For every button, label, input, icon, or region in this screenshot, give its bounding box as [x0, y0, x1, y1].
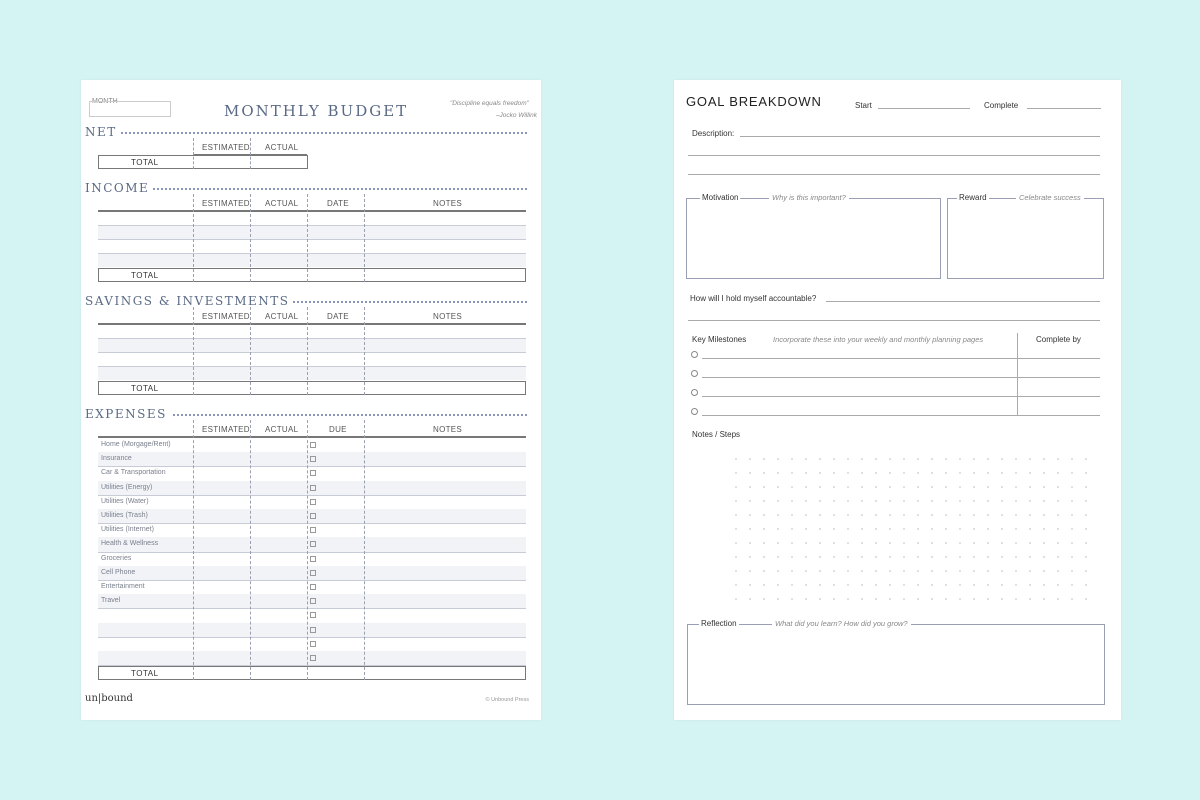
savings-row[interactable] — [98, 366, 526, 367]
expense-label: Utilities (Internet) — [101, 526, 154, 534]
due-checkbox[interactable] — [310, 485, 316, 491]
expense-label: Utilities (Water) — [101, 497, 149, 505]
expenses-col-divider — [364, 420, 365, 680]
copyright: © Unbound Press — [485, 697, 529, 703]
milestone-line[interactable] — [702, 396, 1100, 397]
income-col-notes: NOTES — [433, 199, 463, 208]
table-row[interactable] — [98, 580, 526, 581]
due-checkbox[interactable] — [310, 570, 316, 576]
income-header-line — [98, 210, 526, 212]
income-col-divider — [193, 194, 194, 282]
motivation-box[interactable] — [686, 198, 941, 279]
income-col-estimated: ESTIMATED — [202, 199, 250, 208]
milestone-checkbox[interactable] — [691, 351, 698, 358]
due-checkbox[interactable] — [310, 556, 316, 562]
income-col-date: DATE — [327, 199, 349, 208]
net-divider — [85, 132, 527, 134]
savings-col-estimated: ESTIMATED — [202, 312, 250, 321]
complete-label: Complete — [984, 101, 1019, 110]
savings-row-shade — [98, 366, 526, 380]
table-row[interactable] — [98, 466, 526, 467]
due-checkbox[interactable] — [310, 627, 316, 633]
complete-by-label: Complete by — [1036, 335, 1081, 344]
table-row[interactable] — [98, 552, 526, 553]
income-total-label: TOTAL — [131, 271, 159, 280]
income-title: INCOME — [85, 181, 153, 195]
net-col-estimated: ESTIMATED — [202, 143, 250, 152]
notes-label: Notes / Steps — [692, 430, 741, 439]
due-checkbox[interactable] — [310, 442, 316, 448]
milestones-column-divider — [1017, 333, 1018, 415]
milestone-checkbox[interactable] — [691, 408, 698, 415]
description-line[interactable] — [688, 155, 1100, 156]
income-row[interactable] — [98, 239, 526, 240]
due-checkbox[interactable] — [310, 612, 316, 618]
income-row[interactable] — [98, 225, 526, 226]
net-col-divider — [250, 138, 251, 169]
expenses-col-actual: ACTUAL — [265, 425, 299, 434]
reward-hint: Celebrate success — [1016, 193, 1084, 202]
savings-title: SAVINGS & INVESTMENTS — [85, 294, 293, 308]
due-checkbox[interactable] — [310, 470, 316, 476]
expense-label: Groceries — [101, 554, 132, 562]
due-checkbox[interactable] — [310, 584, 316, 590]
table-row[interactable] — [98, 637, 526, 638]
reflection-label: Reflection — [701, 619, 737, 628]
goal-title: GOAL BREAKDOWN — [686, 94, 822, 109]
income-row-shade — [98, 253, 526, 267]
net-col-divider — [193, 138, 194, 169]
table-row[interactable] — [98, 495, 526, 496]
savings-col-divider — [364, 307, 365, 395]
milestone-line[interactable] — [702, 415, 1100, 416]
expense-label: Entertainment — [101, 583, 145, 590]
expense-label: Utilities (Energy) — [101, 483, 153, 491]
savings-col-notes: NOTES — [433, 312, 463, 321]
savings-col-actual: ACTUAL — [265, 312, 299, 321]
expenses-col-estimated: ESTIMATED — [202, 425, 250, 434]
net-title: NET — [85, 125, 121, 139]
due-checkbox[interactable] — [310, 641, 316, 647]
milestone-checkbox[interactable] — [691, 370, 698, 377]
income-col-divider — [364, 194, 365, 282]
savings-header-line — [98, 323, 526, 325]
income-total-row[interactable] — [98, 268, 526, 282]
savings-row[interactable] — [98, 338, 526, 339]
expenses-total-row[interactable] — [98, 666, 526, 680]
due-checkbox[interactable] — [310, 513, 316, 519]
milestone-checkbox[interactable] — [691, 389, 698, 396]
savings-col-divider — [307, 307, 308, 395]
quote: "Discipline equals freedom" — [449, 100, 529, 107]
savings-col-date: DATE — [327, 312, 349, 321]
description-line[interactable] — [688, 174, 1100, 175]
net-total-label: TOTAL — [131, 158, 159, 167]
savings-total-label: TOTAL — [131, 384, 159, 393]
quote-author: –Jocko Willink — [495, 112, 537, 119]
unbound-logo: un|bound — [85, 693, 133, 704]
milestones-label: Key Milestones — [692, 335, 747, 344]
savings-col-divider — [193, 307, 194, 395]
due-checkbox[interactable] — [310, 499, 316, 505]
savings-row-shade — [98, 338, 526, 352]
notes-dot-grid[interactable] — [729, 452, 1099, 612]
expense-label: Home (Morgage/Rent) — [101, 441, 171, 448]
reflection-box[interactable] — [687, 624, 1105, 705]
table-row[interactable] — [98, 523, 526, 524]
start-field[interactable] — [878, 108, 970, 109]
expenses-col-notes: NOTES — [433, 425, 463, 434]
income-col-divider — [307, 194, 308, 282]
accountable-line[interactable] — [688, 320, 1100, 321]
savings-col-divider — [250, 307, 251, 395]
expenses-col-due: DUE — [329, 425, 347, 434]
income-col-divider — [250, 194, 251, 282]
expense-label: Car & Transportation — [101, 469, 166, 477]
due-checkbox[interactable] — [310, 655, 316, 661]
savings-row[interactable] — [98, 352, 526, 353]
start-label: Start — [855, 101, 872, 110]
table-row[interactable] — [98, 608, 526, 609]
income-col-actual: ACTUAL — [265, 199, 299, 208]
motivation-hint: Why is this important? — [769, 193, 849, 202]
due-checkbox[interactable] — [310, 598, 316, 604]
accountable-label: How will I hold myself accountable? — [690, 294, 817, 303]
due-checkbox[interactable] — [310, 541, 316, 547]
accountable-line[interactable] — [826, 301, 1100, 302]
page-title: MONTHLY BUDGET — [224, 102, 409, 120]
milestone-line[interactable] — [702, 377, 1100, 378]
expense-label: Travel — [101, 597, 121, 605]
income-row[interactable] — [98, 253, 526, 254]
due-checkbox[interactable] — [310, 527, 316, 533]
reflection-hint: What did you learn? How did you grow? — [772, 619, 911, 628]
expenses-col-divider — [307, 420, 308, 680]
goal-breakdown-page — [674, 80, 1121, 720]
expenses-header-line — [98, 436, 526, 438]
milestones-hint: Incorporate these into your weekly and monthly planning pages — [770, 335, 986, 344]
net-total-row[interactable] — [98, 155, 308, 169]
description-line[interactable] — [740, 136, 1100, 137]
monthly-budget-page — [81, 80, 541, 720]
expense-label: Utilities (Trash) — [101, 512, 148, 519]
month-field[interactable] — [89, 101, 171, 117]
expense-label: Insurance — [101, 455, 132, 463]
reward-box[interactable] — [947, 198, 1104, 279]
savings-total-row[interactable] — [98, 381, 526, 395]
expense-label: Cell Phone — [101, 568, 136, 576]
month-label: MONTH — [92, 98, 118, 105]
motivation-label: Motivation — [702, 193, 739, 202]
reward-label: Reward — [959, 193, 987, 202]
net-col-actual: ACTUAL — [265, 143, 299, 152]
milestone-line[interactable] — [702, 358, 1100, 359]
expenses-col-divider — [193, 420, 194, 680]
expenses-total-label: TOTAL — [131, 669, 159, 678]
expenses-col-divider — [250, 420, 251, 680]
income-row-shade — [98, 225, 526, 239]
due-checkbox[interactable] — [310, 456, 316, 462]
complete-field[interactable] — [1027, 108, 1101, 109]
expenses-title: EXPENSES — [85, 407, 171, 421]
description-label: Description: — [692, 129, 735, 138]
expense-label: Health & Wellness — [101, 540, 159, 548]
